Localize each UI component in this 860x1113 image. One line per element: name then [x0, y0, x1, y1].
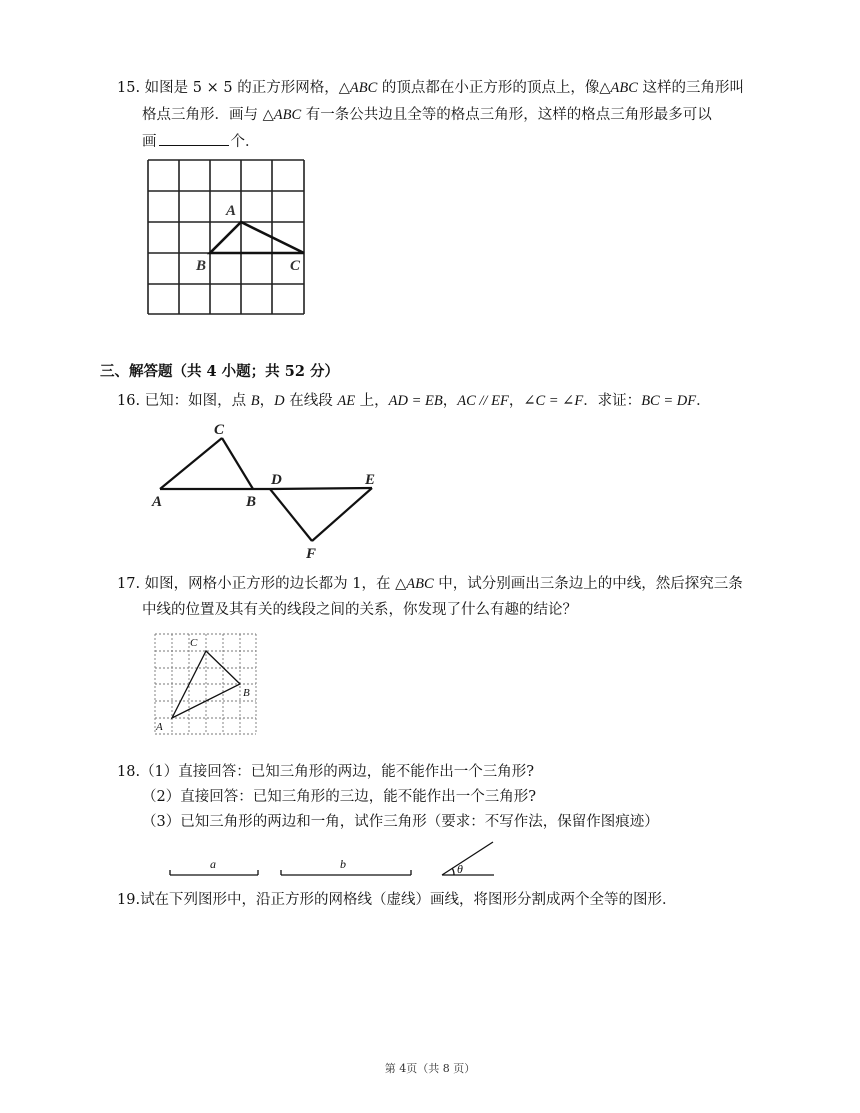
- q19-number: 19.: [117, 892, 141, 908]
- math-eq: BC = DF: [641, 393, 697, 409]
- triangle-symbol: △: [262, 107, 274, 123]
- label-a: A: [156, 721, 163, 733]
- punct: ，: [442, 393, 458, 409]
- math-ae: AE: [337, 393, 356, 409]
- q18-number: 18.: [117, 764, 141, 780]
- q18-part-2: （2）直接回答：已知三角形的三边，能不能作出一个三角形?: [142, 789, 536, 805]
- math-abc: ABC: [406, 576, 434, 592]
- q18-part-3: （3）已知三角形的两边和一角，试作三角形（要求：不写作法，保留作图痕迹）: [142, 814, 659, 830]
- q15-line-1: [117, 78, 744, 98]
- q15-line-2: [142, 105, 712, 125]
- q15-text: 个．: [230, 134, 260, 150]
- math-abc: ABC: [349, 80, 378, 96]
- q15-text: 画: [142, 134, 157, 150]
- triangle-symbol: △: [338, 80, 350, 96]
- triangle-symbol: △: [599, 80, 611, 96]
- angle-ray-2: [442, 842, 493, 875]
- math-b: B: [250, 393, 260, 409]
- q15-text: 如图是 5 × 5 的正方形网格，: [144, 80, 339, 96]
- section-heading: 三、解答题（共 4 小题；共 52 分）: [100, 363, 339, 380]
- label-b: B: [246, 494, 257, 510]
- label-b: B: [243, 687, 250, 699]
- q15-grid-figure: [140, 152, 315, 322]
- triangle-symbol: △: [395, 576, 407, 592]
- math-d: D: [274, 393, 285, 409]
- math-angle: ∠C = ∠F: [523, 393, 584, 409]
- q18-given-figures: [160, 838, 500, 884]
- math-eq: AD = EB: [388, 393, 443, 409]
- q16-figure: [150, 418, 390, 560]
- q16-text-part: 已知：如图，点: [144, 393, 247, 409]
- label-e: E: [365, 472, 376, 488]
- page-footer: 第 4页（共 8 页）: [384, 1062, 476, 1075]
- label-d: D: [271, 472, 282, 488]
- q17-line-1: [117, 574, 743, 594]
- q19-text: 试在下列图形中，沿正方形的网格线（虚线）画线，将图形分割成两个全等的图形．: [140, 892, 677, 908]
- q19-line: [117, 890, 677, 910]
- label-c: C: [290, 258, 301, 274]
- q17-text: 如图，网格小正方形的边长都为 1，在: [144, 576, 391, 592]
- label-a: a: [210, 857, 216, 871]
- answer-blank[interactable]: [159, 131, 229, 146]
- math-abc: ABC: [273, 107, 302, 123]
- punct: ，: [508, 393, 524, 409]
- q15-text: 的顶点都在小正方形的顶点上，像: [381, 80, 600, 96]
- q16-text-part: 上，: [359, 393, 389, 409]
- q16-text-part: 在线段: [289, 393, 333, 409]
- punct: ．: [696, 393, 711, 409]
- label-c: C: [214, 422, 225, 438]
- triangle-abc: [210, 222, 304, 253]
- q15-text: 有一条公共边且全等的格点三角形，这样的格点三角形最多可以: [305, 107, 712, 123]
- q16-text: [117, 391, 711, 411]
- label-b: b: [340, 857, 346, 871]
- label-b: B: [196, 258, 207, 274]
- label-a: A: [226, 203, 237, 219]
- q15-text: 这样的三角形叫: [642, 80, 745, 96]
- q16-number: 16.: [117, 393, 141, 409]
- q15-number: 15.: [117, 80, 141, 96]
- q18-line-1: [117, 762, 534, 782]
- angle-arc: [452, 868, 454, 875]
- label-f: F: [306, 546, 317, 560]
- math-abc: ABC: [610, 80, 638, 96]
- punct: ，: [259, 393, 275, 409]
- q17-number: 17.: [117, 576, 141, 592]
- label-theta: θ: [457, 862, 463, 876]
- label-c: C: [190, 637, 198, 649]
- q15-text: 格点三角形．画与: [142, 107, 258, 123]
- label-a: A: [152, 494, 163, 510]
- q18-part-1: （1）直接回答：已知三角形的两边，能不能作出一个三角形?: [140, 764, 535, 780]
- q15-line-3: [142, 131, 260, 152]
- q17-line-2: 中线的位置及其有关的线段之间的关系，你发现了什么有趣的结论？: [142, 602, 577, 618]
- q17-text: 中，试分别画出三条边上的中线，然后探究三条: [438, 576, 743, 592]
- q16-text-part: ．求证：: [583, 393, 642, 409]
- math-parallel: AC // EF: [457, 393, 509, 409]
- q17-grid-figure: [150, 630, 262, 738]
